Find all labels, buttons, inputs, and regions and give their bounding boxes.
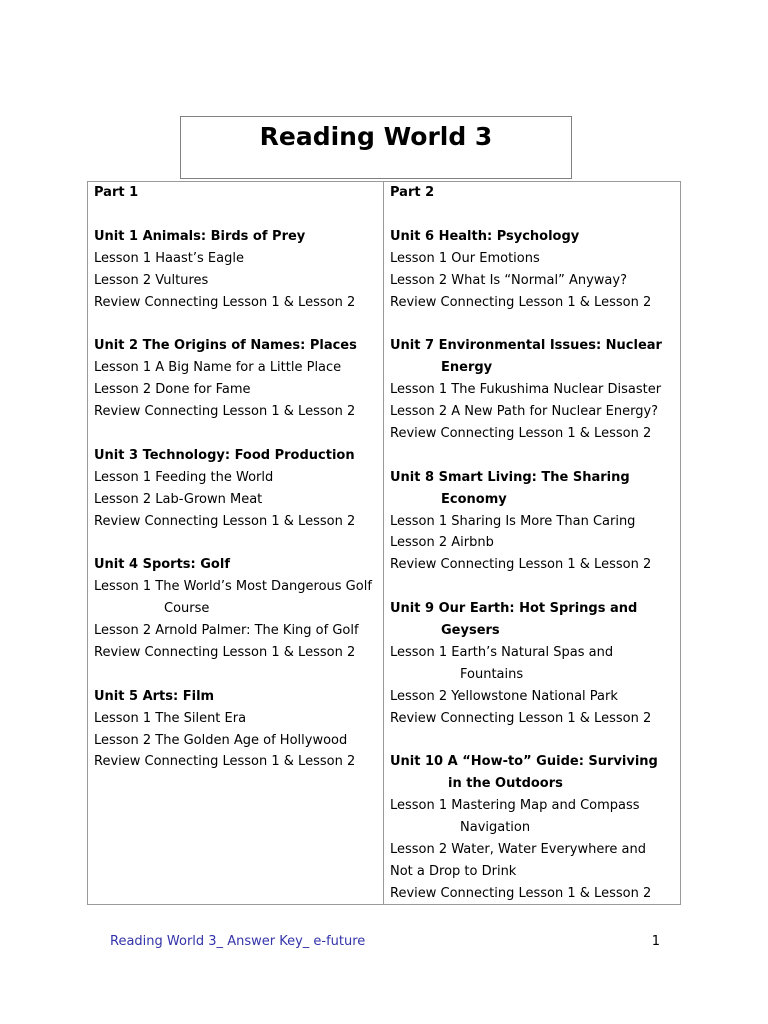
- review-item: Review Connecting Lesson 1 & Lesson 2: [94, 513, 356, 529]
- spacer: [94, 204, 377, 226]
- spacer: [94, 313, 377, 335]
- title-box: [180, 116, 572, 179]
- unit-heading-continued: Economy: [441, 491, 507, 507]
- lesson-item: Lesson 2 A New Path for Nuclear Energy?: [390, 404, 659, 420]
- lesson-item: Lesson 2 Water, Water Everywhere and: [390, 842, 647, 858]
- review-item: Review Connecting Lesson 1 & Lesson 2: [94, 294, 356, 310]
- unit-heading: Unit 7 Environmental Issues: Nuclear: [390, 338, 662, 354]
- unit-heading: Unit 5 Arts: Film: [94, 688, 215, 704]
- lesson-item: Lesson 2 What Is “Normal” Anyway?: [390, 272, 627, 288]
- review-item: Review Connecting Lesson 1 & Lesson 2: [390, 294, 652, 310]
- review-item: Review Connecting Lesson 1 & Lesson 2: [94, 754, 356, 770]
- lesson-item: Lesson 1 A Big Name for a Little Place: [94, 360, 342, 376]
- lesson-item: Lesson 2 Vultures: [94, 272, 209, 288]
- part-label: Part 1: [94, 185, 139, 200]
- lesson-item: Lesson 1 The Fukushima Nuclear Disaster: [390, 382, 662, 398]
- spacer: [390, 576, 674, 598]
- unit-heading: Unit 2 The Origins of Names: Places: [94, 338, 357, 354]
- unit-heading-continued: Geysers: [441, 623, 500, 639]
- lesson-item: Lesson 2 The Golden Age of Hollywood: [94, 732, 348, 748]
- lesson-item: Lesson 2 Lab-Grown Meat: [94, 491, 263, 507]
- lesson-item: Lesson 1 Haast’s Eagle: [94, 250, 244, 266]
- review-item: Review Connecting Lesson 1 & Lesson 2: [390, 710, 652, 726]
- lesson-item-continued: Not a Drop to Drink: [390, 864, 517, 880]
- table-of-contents: [87, 181, 681, 905]
- spacer: [94, 423, 377, 445]
- part-label: Part 2: [390, 185, 435, 200]
- spacer: [94, 664, 377, 686]
- lesson-item: Lesson 1 Feeding the World: [94, 469, 274, 485]
- unit-heading: Unit 1 Animals: Birds of Prey: [94, 228, 306, 244]
- review-item: Review Connecting Lesson 1 & Lesson 2: [94, 644, 356, 660]
- unit-heading: Unit 8 Smart Living: The Sharing: [390, 469, 630, 485]
- lesson-item: Lesson 2 Airbnb: [390, 535, 494, 551]
- lesson-item: Lesson 2 Arnold Palmer: The King of Golf: [94, 623, 359, 639]
- lesson-item: Lesson 1 Our Emotions: [390, 250, 540, 266]
- lesson-item: Lesson 1 Mastering Map and Compass: [390, 798, 640, 814]
- unit-heading: Unit 9 Our Earth: Hot Springs and: [390, 601, 638, 617]
- spacer: [390, 445, 674, 467]
- page-footer: [110, 933, 660, 951]
- footer-text: Reading World 3_ Answer Key_ e-future: [110, 934, 366, 949]
- review-item: Review Connecting Lesson 1 & Lesson 2: [390, 885, 652, 901]
- part-1-column: [88, 182, 384, 904]
- lesson-item: Lesson 1 Earth’s Natural Spas and: [390, 644, 614, 660]
- unit-heading-continued: Energy: [441, 360, 493, 376]
- lesson-item: Lesson 2 Done for Fame: [94, 382, 251, 398]
- review-item: Review Connecting Lesson 1 & Lesson 2: [390, 425, 652, 441]
- lesson-item: Lesson 1 Sharing Is More Than Caring: [390, 513, 636, 529]
- lesson-item: Lesson 2 Yellowstone National Park: [390, 688, 618, 704]
- part-2-column: [384, 182, 680, 904]
- lesson-item-continued: Navigation: [460, 820, 531, 836]
- spacer: [94, 532, 377, 554]
- unit-heading: Unit 4 Sports: Golf: [94, 557, 230, 573]
- lesson-item-continued: Course: [164, 601, 210, 617]
- lesson-item: Lesson 1 The World’s Most Dangerous Golf: [94, 579, 372, 595]
- lesson-item: Lesson 1 The Silent Era: [94, 710, 247, 726]
- spacer: [390, 313, 674, 335]
- lesson-item-continued: Fountains: [460, 666, 524, 682]
- review-item: Review Connecting Lesson 1 & Lesson 2: [94, 404, 356, 420]
- page-number: 1: [651, 934, 660, 949]
- unit-heading: Unit 10 A “How-to” Guide: Surviving: [390, 754, 658, 770]
- spacer: [390, 730, 674, 752]
- unit-heading: Unit 6 Health: Psychology: [390, 228, 580, 244]
- spacer: [390, 204, 674, 226]
- unit-heading: Unit 3 Technology: Food Production: [94, 447, 355, 463]
- review-item: Review Connecting Lesson 1 & Lesson 2: [390, 557, 652, 573]
- page-title: Reading World 3: [259, 122, 493, 151]
- unit-heading-continued: in the Outdoors: [448, 776, 563, 792]
